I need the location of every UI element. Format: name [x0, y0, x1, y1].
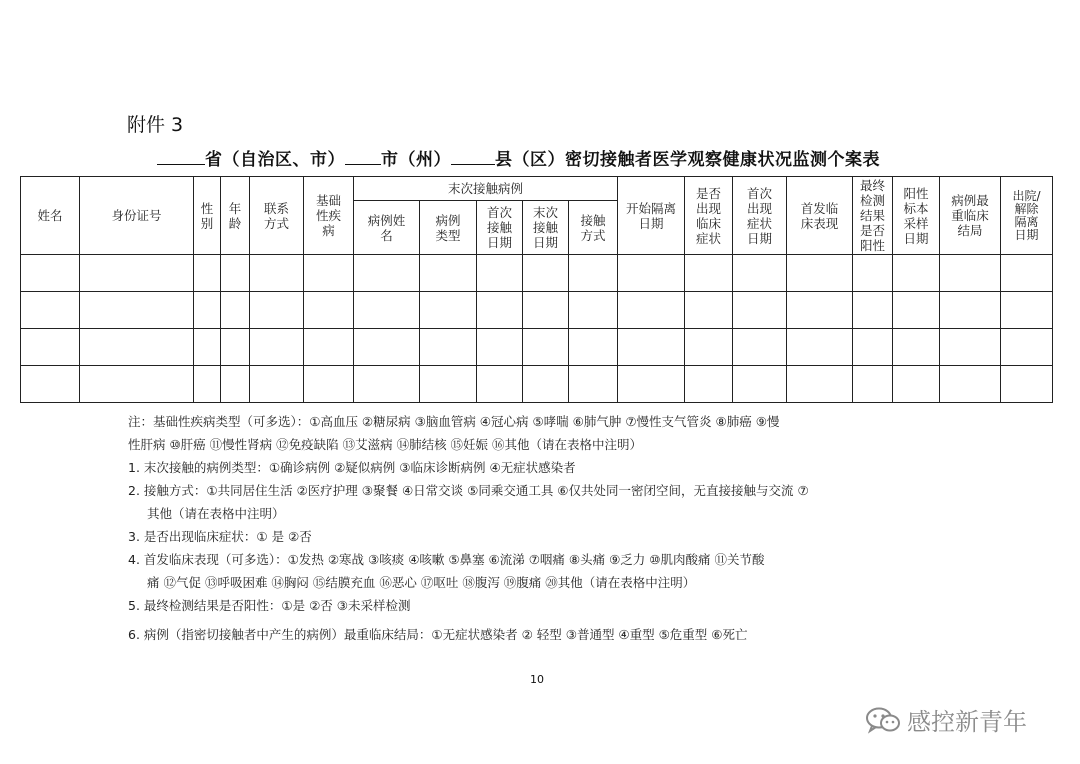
attachment-label: 附件 3 [127, 114, 184, 136]
table-body [21, 255, 1053, 403]
table-cell[interactable] [940, 292, 1001, 329]
note-disease-types-cont: 性肝病 ⑩肝癌 ⑪慢性肾病 ⑫免疫缺陷 ⑬艾滋病 ⑭肺结核 ⑮妊娠 ⑯其他（请在表格中注明） [128, 437, 643, 452]
header-id: 身份证号 [80, 177, 194, 255]
table-cell[interactable] [354, 292, 420, 329]
table-cell[interactable] [21, 255, 80, 292]
note-item-4: 4. 首发临床表现（可多选）：①发热 ②寒战 ③咳痰 ④咳嗽 ⑤鼻塞 ⑥流涕 ⑦咽痛 ⑧头痛 ⑨乏力 ⑩肌肉酸痛 ⑪关节酸 [128, 552, 765, 567]
table-cell[interactable] [221, 292, 250, 329]
table-cell[interactable] [221, 366, 250, 403]
table-cell[interactable] [940, 366, 1001, 403]
table-cell[interactable] [477, 292, 523, 329]
note-item-5: 5. 最终检测结果是否阳性：①是 ②否 ③未采样检测 [128, 598, 411, 613]
table-cell[interactable] [787, 366, 853, 403]
table-cell[interactable] [420, 329, 477, 366]
header-case-name: 病例姓名 [354, 201, 420, 255]
table-cell[interactable] [221, 255, 250, 292]
watermark [865, 702, 1027, 737]
table-cell[interactable] [354, 329, 420, 366]
table-cell[interactable] [21, 366, 80, 403]
header-disease: 基础性疾病 [304, 177, 354, 255]
table-cell[interactable] [477, 366, 523, 403]
header-outcome: 病例最重临床结局 [940, 177, 1001, 255]
table-cell[interactable] [1001, 366, 1053, 403]
table-row [21, 366, 1053, 403]
header-last-case-group: 末次接触病例 [354, 177, 618, 201]
header-first-contact: 首次接触日期 [477, 201, 523, 255]
header-name: 姓名 [21, 177, 80, 255]
wechat-icon [865, 706, 901, 734]
table-cell[interactable] [250, 292, 304, 329]
table-cell[interactable] [618, 329, 685, 366]
table-cell[interactable] [250, 329, 304, 366]
table-cell[interactable] [685, 329, 733, 366]
table-cell[interactable] [569, 329, 618, 366]
table-cell[interactable] [477, 255, 523, 292]
table-cell[interactable] [1001, 292, 1053, 329]
header-positive-date: 阳性标本采样日期 [893, 177, 940, 255]
note-item-2-cont: 其他（请在表格中注明） [147, 506, 285, 521]
table-cell[interactable] [685, 255, 733, 292]
table-cell[interactable] [787, 255, 853, 292]
table-cell[interactable] [940, 329, 1001, 366]
table-cell[interactable] [304, 255, 354, 292]
table-cell[interactable] [523, 366, 569, 403]
observation-table [20, 176, 1053, 403]
table-cell[interactable] [569, 292, 618, 329]
table-cell[interactable] [304, 366, 354, 403]
table-cell[interactable] [80, 255, 194, 292]
header-sex: 性别 [194, 177, 221, 255]
table-row [21, 292, 1053, 329]
table-cell[interactable] [250, 366, 304, 403]
table-cell[interactable] [523, 329, 569, 366]
title-part-province: 省（自治区、市） [205, 150, 345, 170]
table-cell[interactable] [618, 292, 685, 329]
table-cell[interactable] [523, 255, 569, 292]
table-cell[interactable] [477, 329, 523, 366]
header-symptom-first: 首次出现症状日期 [733, 177, 787, 255]
note-item-2: 2. 接触方式：①共同居住生活 ②医疗护理 ③聚餐 ④日常交谈 ⑤同乘交通工具 ⑥仅共处同一密闭空间，无直接接触与交流 ⑦ [128, 483, 809, 498]
note-item-4-cont: 痛 ⑫气促 ⑬呼吸困难 ⑭胸闷 ⑮结膜充血 ⑯恶心 ⑰呕吐 ⑱腹泻 ⑲腹痛 ⑳其他（请在表格中注明） [147, 575, 696, 590]
table-row [21, 255, 1053, 292]
table-cell[interactable] [853, 292, 893, 329]
header-case-type: 病例类型 [420, 201, 477, 255]
table-cell[interactable] [893, 366, 940, 403]
table-cell[interactable] [733, 292, 787, 329]
table-cell[interactable] [194, 366, 221, 403]
table-cell[interactable] [853, 329, 893, 366]
table-cell[interactable] [893, 292, 940, 329]
table-cell[interactable] [21, 329, 80, 366]
table-cell[interactable] [194, 329, 221, 366]
table-cell[interactable] [221, 329, 250, 366]
header-isolation-start: 开始隔离日期 [618, 177, 685, 255]
table-cell[interactable] [893, 329, 940, 366]
table-cell[interactable] [940, 255, 1001, 292]
blank-city [345, 148, 381, 165]
table-cell[interactable] [1001, 255, 1053, 292]
table-cell[interactable] [80, 329, 194, 366]
table-cell[interactable] [21, 292, 80, 329]
table-cell[interactable] [194, 255, 221, 292]
table-cell[interactable] [569, 366, 618, 403]
table-cell[interactable] [685, 292, 733, 329]
table-cell[interactable] [569, 255, 618, 292]
header-age: 年龄 [221, 177, 250, 255]
header-final-result: 最终检测结果是否阳性 [853, 177, 893, 255]
table-cell[interactable] [787, 292, 853, 329]
table-cell[interactable] [733, 366, 787, 403]
table-cell[interactable] [787, 329, 853, 366]
note-disease-types: 注：基础性疾病类型（可多选）：①高血压 ②糖尿病 ③脑血管病 ④冠心病 ⑤哮喘 ⑥肺气肿 ⑦慢性支气管炎 ⑧肺癌 ⑨慢 [128, 414, 780, 429]
table-cell[interactable] [733, 329, 787, 366]
notes-section [128, 410, 943, 646]
table-cell[interactable] [80, 366, 194, 403]
table-cell[interactable] [420, 366, 477, 403]
table-cell[interactable] [523, 292, 569, 329]
note-item-6: 6. 病例（指密切接触者中产生的病例）最重临床结局：①无症状感染者 ② 轻型 ③普通型 ④重型 ⑤危重型 ⑥死亡 [128, 627, 748, 642]
table-cell[interactable] [304, 292, 354, 329]
form-title [157, 145, 880, 170]
note-item-3: 3. 是否出现临床症状：① 是 ②否 [128, 529, 312, 544]
header-first-clinical: 首发临床表现 [787, 177, 853, 255]
table-cell[interactable] [420, 292, 477, 329]
header-symptom-yes: 是否出现临床症状 [685, 177, 733, 255]
title-part-county: 县（区）密切接触者医学观察健康状况监测个案表 [495, 150, 880, 170]
table-cell[interactable] [733, 255, 787, 292]
table-cell[interactable] [853, 255, 893, 292]
title-part-city: 市（州） [381, 150, 451, 170]
table-cell[interactable] [420, 255, 477, 292]
header-contact-way: 接触方式 [569, 201, 618, 255]
table-cell[interactable] [893, 255, 940, 292]
table-cell[interactable] [304, 329, 354, 366]
note-item-1: 1. 末次接触的病例类型：①确诊病例 ②疑似病例 ③临床诊断病例 ④无症状感染者 [128, 460, 576, 475]
table-cell[interactable] [80, 292, 194, 329]
blank-county [451, 148, 495, 165]
table-cell[interactable] [354, 255, 420, 292]
table-cell[interactable] [618, 255, 685, 292]
table-cell[interactable] [250, 255, 304, 292]
table-cell[interactable] [1001, 329, 1053, 366]
header-last-contact: 末次接触日期 [523, 201, 569, 255]
table-cell[interactable] [618, 366, 685, 403]
table-row [21, 329, 1053, 366]
header-discharge: 出院/解除隔离日期 [1001, 177, 1053, 255]
table-cell[interactable] [685, 366, 733, 403]
table-cell[interactable] [194, 292, 221, 329]
blank-province [157, 148, 205, 165]
header-contact: 联系方式 [250, 177, 304, 255]
page-number: 10 [530, 673, 544, 686]
table-cell[interactable] [354, 366, 420, 403]
table-cell[interactable] [853, 366, 893, 403]
watermark-text: 感控新青年 [907, 708, 1027, 736]
